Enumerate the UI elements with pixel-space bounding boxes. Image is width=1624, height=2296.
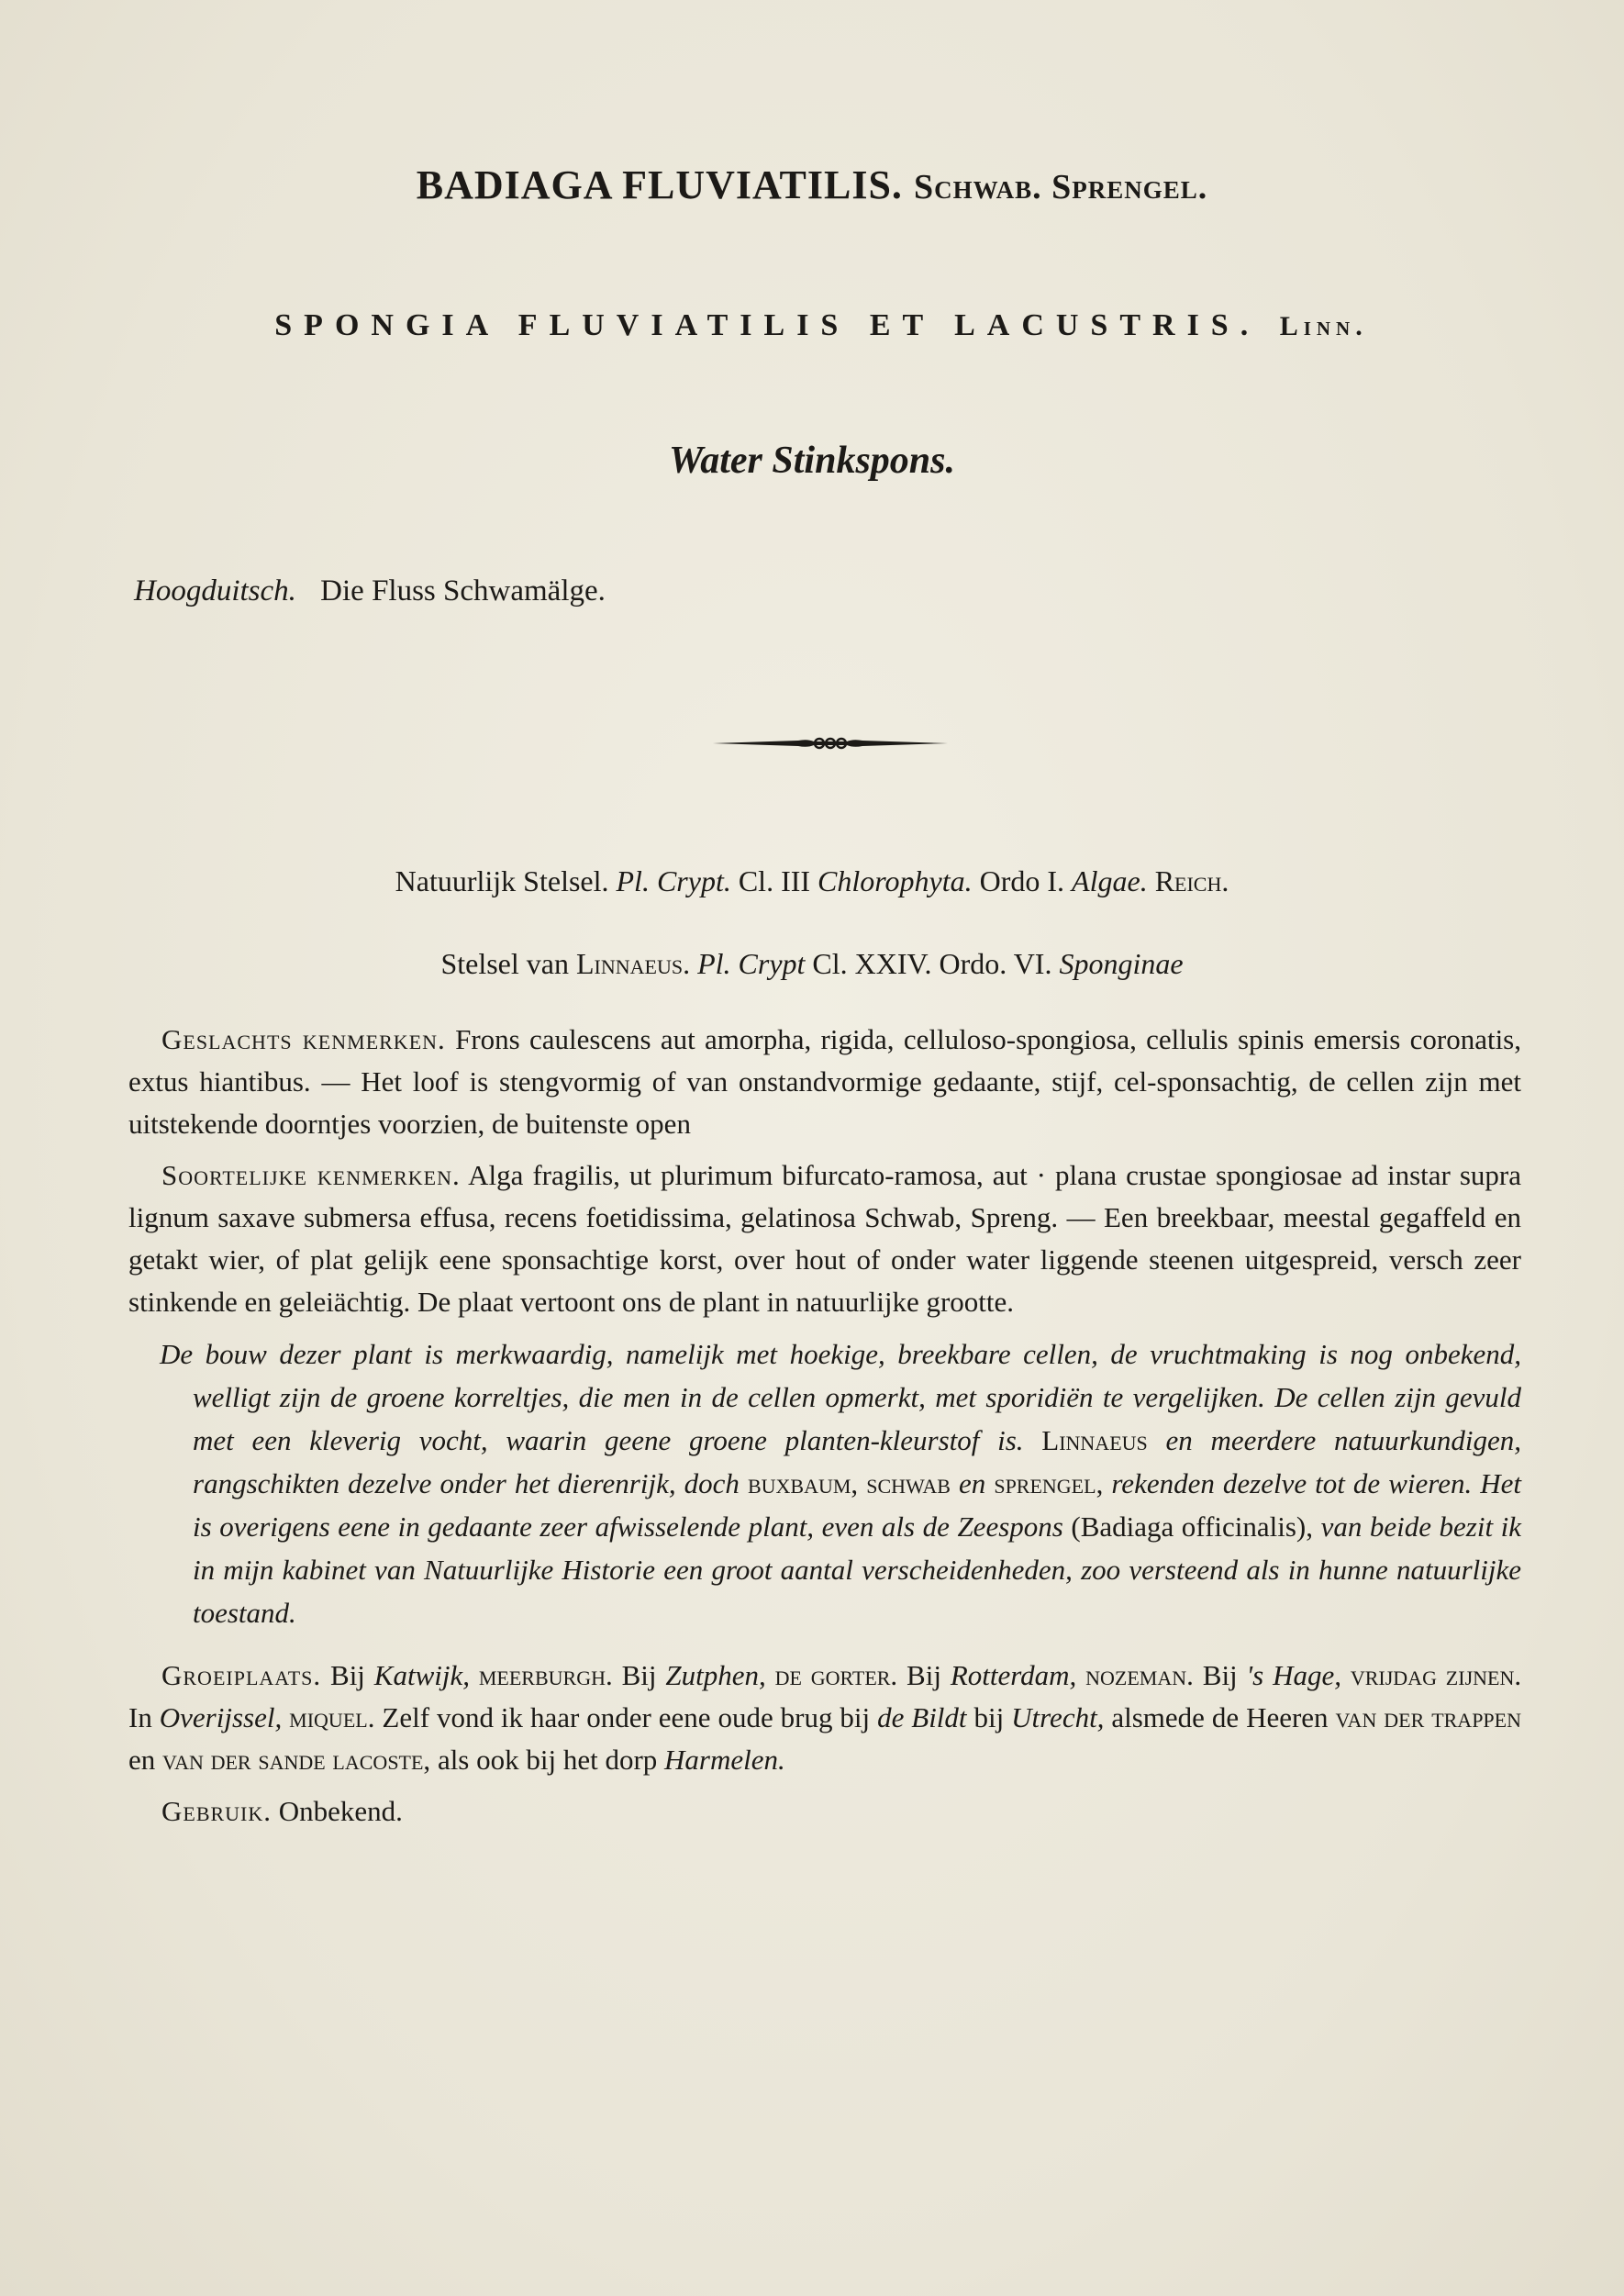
- note-sprengel: sprengel,: [994, 1467, 1104, 1499]
- genus-characteristics: [128, 1019, 1521, 1145]
- synonym-author: Linn.: [1279, 311, 1368, 341]
- habitat-place: Harmelen.: [664, 1744, 785, 1776]
- note-en: en: [959, 1467, 986, 1499]
- habitat-text: en: [128, 1744, 156, 1776]
- natural-system-class-name: Chlorophyta.: [818, 864, 973, 897]
- vernacular-text: Die Fluss Schwamälge.: [320, 574, 606, 607]
- descriptive-note: [128, 1332, 1521, 1634]
- habitat-place: Katwijk,: [373, 1659, 470, 1691]
- body-text: [128, 1019, 1521, 1842]
- habitat-author: van der sande lacoste,: [162, 1744, 431, 1776]
- species-characteristics: [128, 1154, 1521, 1323]
- vernacular-language: Hoogduitsch.: [134, 574, 296, 607]
- vernacular-name: [134, 574, 606, 608]
- habitat-text: als ook bij het dorp: [437, 1744, 658, 1776]
- habitat-text: bij: [973, 1701, 1005, 1733]
- ornament-divider-icon: [711, 730, 950, 756]
- note-part-1: De bouw dezer plant is merkwaardig, namelijk met hoekige, breekbare cellen, de vruchtmaking is nog onbekend, welligt zijn de groene korreltjes, die men in de cellen opmerkt, met sporidiën te vergelijken. De cellen zijn gevuld met een kleverig vocht, waarin geene groene planten-kleurstof is.: [160, 1338, 1521, 1456]
- natural-system-line: [0, 864, 1624, 898]
- habitat: [128, 1655, 1521, 1781]
- note-parenthetical: (Badiaga officinalis),: [1071, 1510, 1314, 1543]
- habitat-place: 's Hage,: [1246, 1659, 1341, 1691]
- synonym-title: [128, 308, 1514, 343]
- habitat-text: Bij: [907, 1659, 941, 1691]
- habitat-text: Bij: [621, 1659, 657, 1691]
- genus-heading: Geslachts kenmerken.: [161, 1023, 446, 1055]
- use: [128, 1790, 1521, 1833]
- habitat-author: de gorter.: [774, 1659, 898, 1691]
- note-schwab: schwab: [866, 1467, 951, 1499]
- natural-system-group: Pl. Crypt.: [616, 864, 731, 897]
- natural-system-order: Ordo I.: [979, 864, 1065, 897]
- natural-system-order-name: Algae.: [1072, 864, 1148, 897]
- linnaeus-system-group: Pl. Crypt: [697, 947, 806, 980]
- genus-text: Frons caulescens aut amorpha, rigida, celluloso-spongiosa, cellulis spinis emersis coronatis, extus hiantibus. — Het loof is stengvormig of van onstandvormige gedaante, stijf, cel-sponsachtig, de cellen zijn met uitstekende doorntjes voorzien, de buitenste open: [128, 1023, 1521, 1140]
- habitat-place: Zutphen,: [665, 1659, 766, 1691]
- habitat-place: Rotterdam,: [950, 1659, 1077, 1691]
- habitat-author: miquel.: [289, 1701, 375, 1733]
- habitat-text: alsmede de Heeren: [1111, 1701, 1329, 1733]
- natural-system-author: Reich.: [1154, 864, 1229, 897]
- linnaeus-system-class: Cl. XXIV.: [812, 947, 932, 980]
- note-linnaeus: Linnaeus: [1041, 1424, 1148, 1456]
- species-text: Alga fragilis, ut plurimum bifurcato-ramosa, aut · plana crustae spongiosae ad instar supra lignum saxave submersa effusa, recens foetidissima, gelatinosa Schwab, Spreng. — Een breekbaar, meestal gegaffeld en getakt wier, of plat gelijk eene sponsachtige korst, over hout of onder water liggende steenen uitgespreid, versch zeer stinkende en geleiächtig. De plaat vertoont ons de plant in natuurlijke grootte.: [128, 1159, 1522, 1318]
- use-heading: Gebruik.: [161, 1795, 273, 1827]
- title-author: Schwab. Sprengel.: [913, 168, 1208, 206]
- natural-system-class: Cl. III: [738, 864, 811, 897]
- note-buxbaum: buxbaum,: [747, 1467, 859, 1499]
- habitat-text: Zelf vond ik haar onder eene oude brug bij: [382, 1701, 871, 1733]
- species-heading: Soortelijke kenmerken.: [161, 1159, 461, 1191]
- linnaeus-system-author: Linnaeus.: [575, 947, 691, 980]
- title-main: [0, 162, 1624, 208]
- title-latin-name: BADIAGA FLUVIATILIS.: [416, 162, 903, 207]
- habitat-author: van der trappen: [1335, 1701, 1521, 1733]
- note-part-2: en meerdere natuurkundigen, rangschikten dezelve onder het dierenrijk, doch: [193, 1424, 1522, 1499]
- linnaeus-system-order: Ordo. VI.: [939, 947, 1052, 980]
- linnaeus-system-line: [0, 947, 1624, 981]
- habitat-author: nozeman.: [1085, 1659, 1194, 1691]
- habitat-text: In: [128, 1701, 152, 1733]
- common-name: Water Stinkspons.: [669, 440, 955, 482]
- linnaeus-system-label: Stelsel van: [440, 947, 569, 980]
- use-text: Onbekend.: [278, 1795, 403, 1827]
- habitat-text: Bij: [1202, 1659, 1238, 1691]
- habitat-place: de Bildt: [877, 1701, 967, 1733]
- habitat-text: Bij: [330, 1659, 365, 1691]
- habitat-heading: Groeiplaats.: [161, 1659, 322, 1691]
- note-part-4: van beide bezit ik in mijn kabinet van Natuurlijke Historie een groot aantal verscheidenheden, zoo versteend als in hunne natuurlijke toestand.: [193, 1510, 1522, 1629]
- synonym-latin-name: SPONGIA FLUVIATILIS ET LACUSTRIS.: [274, 308, 1261, 342]
- habitat-place: Utrecht,: [1011, 1701, 1105, 1733]
- note-part-3: rekenden dezelve tot de wieren. Het is overigens eene in gedaante zeer afwisselende plant, even als de Zeespons: [193, 1467, 1522, 1543]
- natural-system-label: Natuurlijk Stelsel.: [395, 864, 609, 897]
- habitat-author: meerburgh.: [478, 1659, 613, 1691]
- linnaeus-system-order-name: Sponginae: [1059, 947, 1184, 980]
- habitat-place: Overijssel,: [159, 1701, 283, 1733]
- habitat-author: vrijdag zijnen.: [1350, 1659, 1522, 1691]
